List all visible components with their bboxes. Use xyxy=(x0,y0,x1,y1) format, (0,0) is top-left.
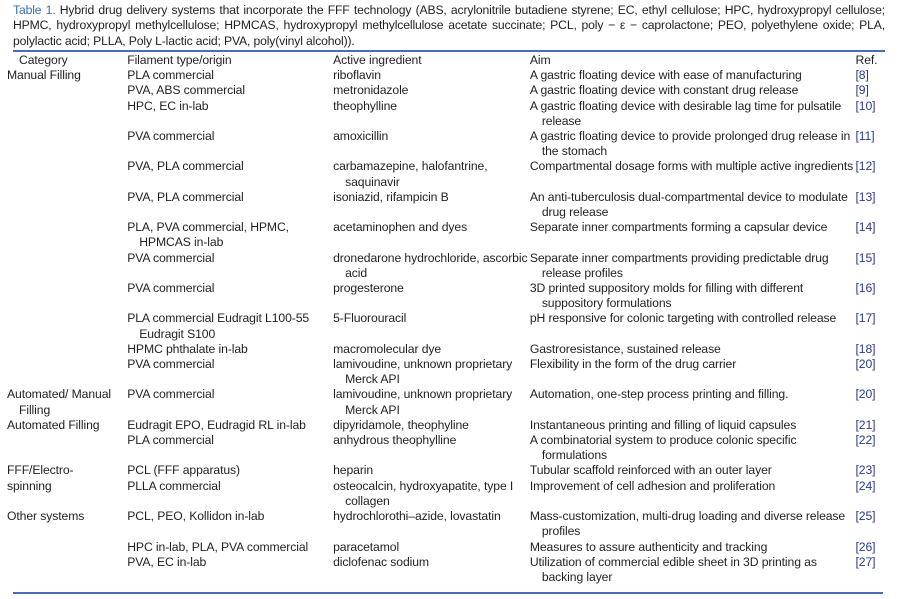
cell-filament: PVA commercial xyxy=(127,250,215,265)
cell-active-ingredient: dipyridamole, theophyline xyxy=(333,417,469,432)
cell-active-ingredient: acetaminophen and dyes xyxy=(333,220,468,235)
header-aim: Aim xyxy=(529,53,551,67)
cell-ref: [15] xyxy=(855,250,876,265)
cell-aim: A gastric floating device to provide prolonged drug release in the stomach xyxy=(529,129,851,159)
caption-text: Hybrid drug delivery systems that incorporate the FFF technology (ABS, acrylonitrile butadiene styrene; EC, ethyl cellulose; HPC, hydroxypropyl cellulose; HPMC, hydroxypropyl methylcellulose; HPMCAS, hydroxypropyl methylcellulose acetate succinate; PCL, poly − ε − caprolactone; PEO, polyethylene oxide; PLA, polylactic acid; PLLA, Poly L-lactic acid; PVA, poly(vinyl alcohol)). xyxy=(13,3,885,48)
cell-aim: Utilization of commercial edible sheet in 3D printing as backing layer xyxy=(529,554,817,584)
cell-ref: [24] xyxy=(855,478,876,493)
cell-aim: Improvement of cell adhesion and proliferation xyxy=(529,478,776,493)
cell-filament: PCL, PEO, Kollidon in-lab xyxy=(127,509,265,524)
cell-active-ingredient: amoxicillin xyxy=(333,129,389,144)
cell-aim: 3D printed suppository molds for filling with different suppository formulations xyxy=(529,281,804,311)
cell-category xyxy=(13,83,127,98)
cell-ref: [14] xyxy=(855,220,876,235)
cell-active-ingredient: 5-Fluorouracil xyxy=(333,311,407,326)
table-row xyxy=(13,83,885,98)
cell-filament: PCL (FFF apparatus) xyxy=(127,463,241,478)
cell-filament: PVA commercial xyxy=(127,129,215,144)
cell-ref: [27] xyxy=(855,554,876,569)
table-row xyxy=(13,463,885,478)
cell-filament: PLLA commercial xyxy=(127,478,221,493)
cell-category: Automated/ Manual Filling xyxy=(7,387,111,417)
cell-category xyxy=(13,311,127,341)
cell-ref: [20] xyxy=(855,357,876,372)
table-row xyxy=(13,509,885,539)
cell-aim: Mass-customization, multi-drug loading and diverse release profiles xyxy=(529,509,846,539)
cell-ref: [17] xyxy=(855,311,876,326)
cell-active-ingredient: riboflavin xyxy=(333,68,381,83)
cell-ref: [25] xyxy=(855,509,876,524)
cell-active-ingredient: isoniazid, rifampicin B xyxy=(333,189,449,204)
cell-ref: [8] xyxy=(855,68,869,83)
cell-ref: [22] xyxy=(855,433,876,448)
table-row xyxy=(13,251,885,281)
cell-ref: [26] xyxy=(855,539,876,554)
table-row xyxy=(13,387,885,417)
cell-filament: PVA commercial xyxy=(127,281,215,296)
cell-ref: [13] xyxy=(855,189,876,204)
cell-category: spinning xyxy=(7,478,52,493)
cell-active-ingredient: diclofenac sodium xyxy=(333,554,429,569)
cell-filament: PVA, ABS commercial xyxy=(127,83,245,98)
top-rule xyxy=(13,50,885,52)
table-row xyxy=(13,540,885,555)
cell-category xyxy=(13,99,127,129)
table-row xyxy=(13,190,885,220)
cell-category xyxy=(13,129,127,159)
cell-aim: A gastric floating device with constant drug release xyxy=(529,83,799,98)
table-row xyxy=(13,555,885,585)
table-row xyxy=(13,68,885,83)
cell-category xyxy=(13,251,127,281)
header-row xyxy=(13,53,885,68)
cell-aim: A gastric floating device with ease of manufacturing xyxy=(529,68,802,83)
cell-ref: [20] xyxy=(855,387,876,402)
cell-category xyxy=(13,190,127,220)
table-row xyxy=(13,99,885,129)
cell-active-ingredient: anhydrous theophylline xyxy=(333,433,457,448)
cell-active-ingredient: hydrochlorothi‒azide, lovastatin xyxy=(333,509,501,524)
cell-aim: An anti-tuberculosis dual-compartmental device to modulate drug release xyxy=(529,189,848,220)
cell-aim: pH responsive for colonic targeting with controlled release xyxy=(529,311,837,326)
table-row xyxy=(13,342,885,357)
cell-ref: [10] xyxy=(855,98,876,113)
data-table xyxy=(7,53,885,585)
cell-filament: PLA commercial xyxy=(127,68,214,83)
cell-category: FFF/Electro- xyxy=(7,463,74,478)
table-row xyxy=(13,357,885,387)
cell-active-ingredient: theophylline xyxy=(333,98,397,113)
cell-category xyxy=(13,555,127,585)
cell-ref: [23] xyxy=(855,463,876,478)
cell-filament: HPC, EC in-lab xyxy=(127,98,209,113)
cell-ref: [16] xyxy=(855,281,876,296)
cell-aim: Flexibility in the form of the drug carrier xyxy=(529,357,737,372)
cell-filament: HPMC phthalate in-lab xyxy=(127,341,248,356)
cell-ref: [9] xyxy=(855,83,869,98)
header-filament: Filament type/origin xyxy=(127,53,232,67)
cell-active-ingredient: carbamazepine, halofantrine, saquinavir xyxy=(333,159,488,189)
cell-ref: [12] xyxy=(855,159,876,174)
table-row xyxy=(13,220,885,250)
cell-aim: Separate inner compartments forming a capsular device xyxy=(529,220,828,235)
cell-filament: PVA commercial xyxy=(127,387,215,402)
cell-category xyxy=(13,540,127,555)
bottom-rule xyxy=(13,592,883,594)
cell-active-ingredient: paracetamol xyxy=(333,539,400,554)
cell-category: Other systems xyxy=(7,509,85,524)
table-row xyxy=(13,159,885,189)
cell-category xyxy=(13,357,127,387)
cell-aim: Measures to assure authenticity and tracking xyxy=(529,539,768,554)
cell-aim: Tubular scaffold reinforced with an outer layer xyxy=(529,463,772,478)
header-category: Category xyxy=(19,53,68,67)
cell-aim: Separate inner compartments providing predictable drug release profiles xyxy=(529,250,829,280)
cell-active-ingredient: progesterone xyxy=(333,281,404,296)
table-row xyxy=(13,129,885,159)
cell-aim: Gastroresistance, sustained release xyxy=(529,341,721,356)
cell-aim: A gastric floating device with desirable lag time for pulsatile release xyxy=(529,98,842,128)
header-active-ingredient: Active ingredient xyxy=(333,53,422,67)
cell-category: Automated Filling xyxy=(7,417,100,432)
header-ref: Ref. xyxy=(855,53,878,67)
cell-active-ingredient: osteocalcin, hydroxyapatite, type I collagen xyxy=(333,478,514,508)
cell-active-ingredient: lamivoudine, unknown proprietary Merck API xyxy=(333,387,513,417)
table-label: Table 1. xyxy=(13,3,56,17)
cell-ref: [18] xyxy=(855,341,876,356)
table-row xyxy=(13,281,885,311)
cell-filament: PVA, PLA commercial xyxy=(127,159,244,174)
cell-ref: [11] xyxy=(855,129,875,144)
cell-aim: Automation, one-step process printing and filling. xyxy=(529,387,789,402)
cell-filament: HPC in-lab, PLA, PVA commercial xyxy=(127,539,309,554)
cell-category xyxy=(13,220,127,250)
cell-filament: PVA commercial xyxy=(127,357,215,372)
cell-category xyxy=(13,433,127,463)
cell-aim: Compartmental dosage forms with multiple active ingredients xyxy=(529,159,854,174)
cell-filament: PVA, EC in-lab xyxy=(127,554,207,569)
cell-category xyxy=(13,281,127,311)
table-row xyxy=(13,479,885,509)
cell-ref: [21] xyxy=(855,417,876,432)
cell-active-ingredient: lamivoudine, unknown proprietary Merck API xyxy=(333,357,513,387)
cell-aim: A combinatorial system to produce colonic specific formulations xyxy=(529,433,797,463)
cell-category: Manual Filling xyxy=(7,68,81,83)
table-row xyxy=(13,433,885,463)
cell-filament: PLA, PVA commercial, HPMC, HPMCAS in-lab xyxy=(127,220,289,250)
cell-filament: PVA, PLA commercial xyxy=(127,189,244,204)
cell-category xyxy=(13,159,127,189)
cell-active-ingredient: heparin xyxy=(333,463,374,478)
table-row xyxy=(13,311,885,341)
cell-aim: Instantaneous printing and filling of liquid capsules xyxy=(529,417,797,432)
cell-filament: Eudragit EPO, Eudragid RL in-lab xyxy=(127,417,306,432)
cell-filament: PLA commercial Eudragit L100-55 Eudragit S100 xyxy=(127,311,310,341)
cell-active-ingredient: macromolecular dye xyxy=(333,341,442,356)
table-caption xyxy=(13,3,885,49)
cell-active-ingredient: metronidazole xyxy=(333,83,409,98)
cell-category xyxy=(13,342,127,357)
table-row xyxy=(13,418,885,433)
cell-active-ingredient: dronedarone hydrochloride, ascorbic acid xyxy=(333,250,528,280)
cell-filament: PLA commercial xyxy=(127,433,214,448)
